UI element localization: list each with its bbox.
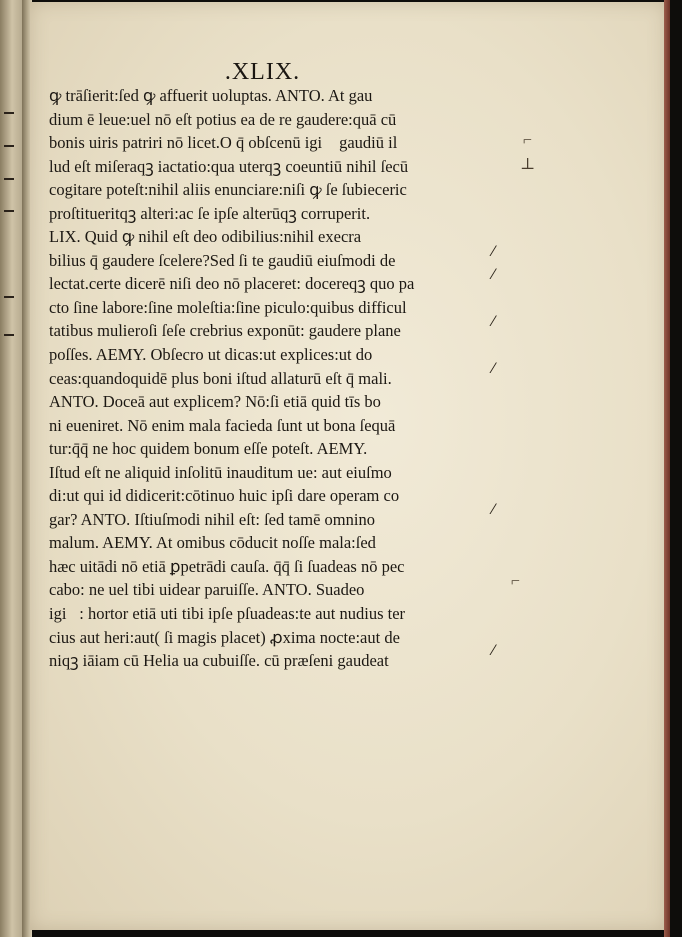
- text-line: cto ſine labore:ſine moleſtia:ſine piculo:quibus difficul: [49, 297, 407, 317]
- text-block: [49, 84, 489, 673]
- text-line: di:ut qui id didicerit:cōtinuo huic ipſi dare operam co: [49, 486, 400, 506]
- text-line: igiᷓ: hortor etiā uti tibi ipſe pſuadeas:te aut nudius ter: [49, 604, 406, 624]
- margin-stroke: ⁄: [492, 314, 495, 330]
- text-line: ANTO. Doceā aut explicem? Nō:ſi etiā quid tīs bo: [49, 392, 381, 412]
- text-line: hæc uitādi nō etiā ꝑpetrādi cauſa. q̄q̄ ſi ſuadeas nō pec: [49, 556, 405, 576]
- text-line: bonis uiris patriri nō licet.O q̄ obſcenū igiᷓ gaudiū il: [49, 133, 398, 153]
- margin-stroke: ⁄: [492, 643, 495, 659]
- text-line: ni eueniret. Nō enim mala facieda ſunt ut bona ſequā: [49, 415, 396, 435]
- text-line: tur:q̄q̄ ne hoc quidem bonum eſſe poteſt. AEMY.: [49, 439, 368, 459]
- marginal-mark: ⌐: [511, 573, 521, 590]
- text-line: LIX. Quid ꝙ nihil eſt deo odibilius:nihil execra: [49, 227, 362, 247]
- margin-stroke: ⁄: [492, 267, 495, 283]
- text-line: malum. AEMY. At omibus cōducit noſſe mala:ſed: [49, 533, 376, 553]
- folio-number: .XLIX.: [224, 59, 301, 85]
- facing-page-mark: [4, 296, 14, 298]
- margin-stroke: ⁄: [492, 244, 495, 260]
- text-line: dium ē leue:uel nō eſt potius ea de re gaudere:quā cū: [49, 109, 397, 129]
- marginal-mark: ⌐: [523, 132, 533, 149]
- text-line: tatibus mulieroſi ſeſe crebrius exponūt: gaudere plane: [49, 321, 401, 341]
- text-line: cius aut heri:aut( ſi magis placet) ꝓxima nocte:aut de: [49, 627, 400, 647]
- marginal-mark: ⊥: [520, 156, 536, 173]
- text-line: gar? ANTO. Iſtiuſmodi nihil eſt: ſed tamē omnino: [49, 509, 375, 529]
- text-line: ceas:quandoquidē plus boni iſtud allaturū eſt q̄ mali.: [49, 368, 392, 388]
- text-line: lectat.certe dicerē niſi deo nō placeret: docereqꝫ quo pa: [49, 274, 415, 294]
- text-line: lud eſt miſeraqꝫ iactatio:qua uterqꝫ coeuntiū nihil ſecū: [49, 156, 409, 176]
- text-line: poſſes. AEMY. Obſecro ut dicas:ut explices:ut do: [49, 345, 373, 365]
- text-line: cogitare poteſt:nihil aliis enunciare:niſi ꝙ ſe ſubieceric: [49, 180, 407, 200]
- facing-page-mark: [4, 178, 14, 180]
- red-page-edge: [664, 0, 670, 937]
- facing-page-mark: [4, 210, 14, 212]
- text-line: niqꝫ iāiam cū Helia ua cubuiſſe. cū præſeni gaudeat: [49, 651, 389, 671]
- margin-stroke: ⁄: [492, 502, 495, 518]
- facing-page-mark: [4, 334, 14, 336]
- facing-page-mark: [4, 145, 14, 147]
- text-line: bilius q̄ gaudere ſcelere?Sed ſi te gaudiū eiuſmodi de: [49, 250, 396, 270]
- text-line: cabo: ne uel tibi uidear paruiſſe. ANTO. Suadeo: [49, 580, 365, 600]
- facing-page-edge: [0, 0, 22, 937]
- margin-stroke: ⁄: [492, 361, 495, 377]
- text-line: ꝙ trāſierit:ſed ꝙ affuerit uoluptas. ANTO. At gau: [49, 86, 373, 105]
- facing-page-mark: [4, 112, 14, 114]
- text-line: Iſtud eſt ne aliquid inſolitū inauditum ue: aut eiuſmo: [49, 462, 392, 482]
- text-line: proſtitueritqꝫ alteri:ac ſe ipſe alterūqꝫ corruperit.: [49, 203, 371, 223]
